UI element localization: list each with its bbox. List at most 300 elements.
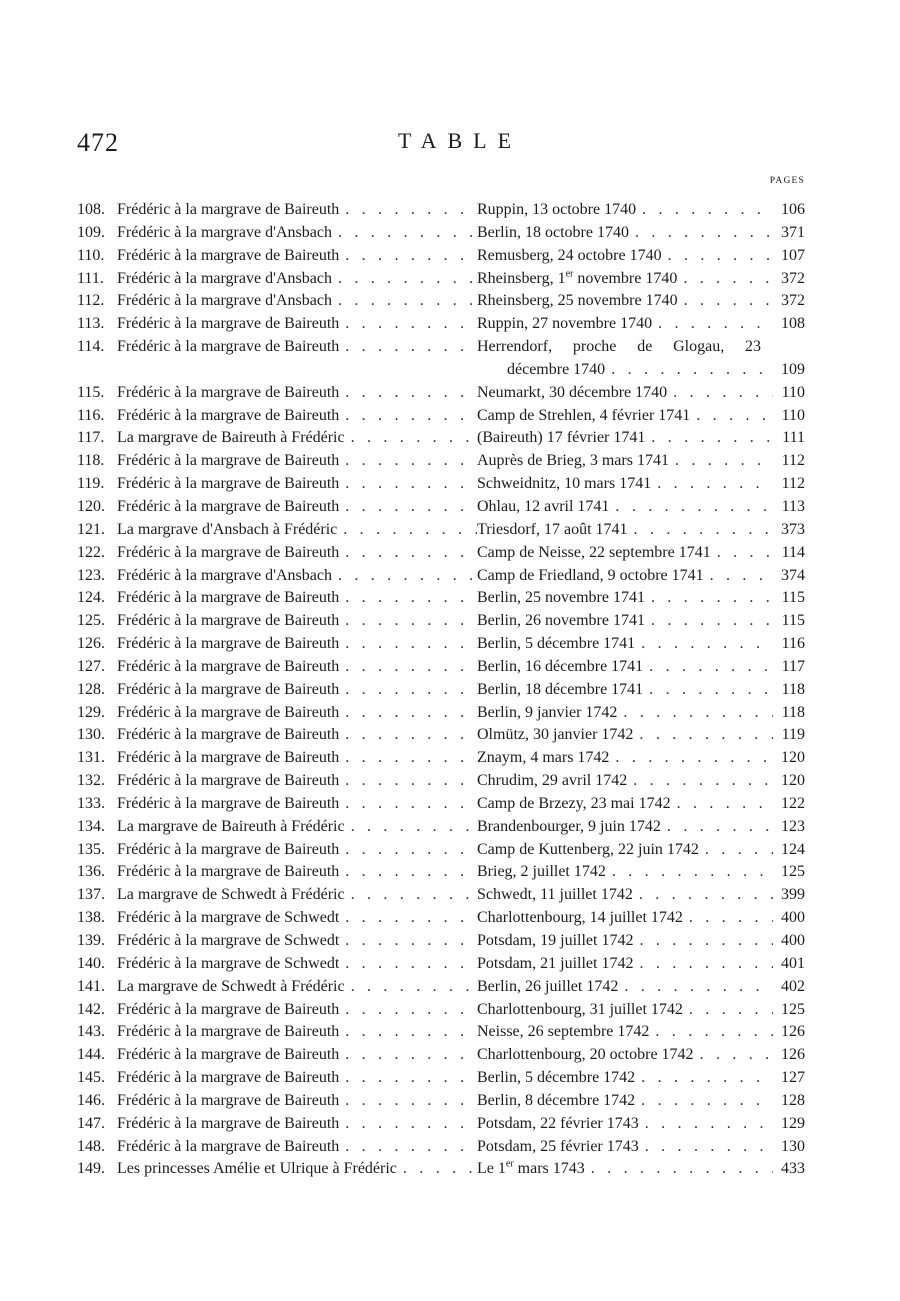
place-date-text bbox=[477, 702, 617, 725]
entry-number: 133. bbox=[77, 794, 105, 812]
correspondents-text: Frédéric à la margrave de Baireuth bbox=[117, 1137, 340, 1155]
entry-correspondents bbox=[117, 222, 477, 245]
correspondents-text: Frédéric à la margrave de Baireuth bbox=[117, 749, 340, 767]
entry-page-number: 108 bbox=[781, 315, 805, 333]
entry-place-date bbox=[477, 1113, 773, 1136]
entry-place-date bbox=[477, 313, 773, 336]
dot-leader bbox=[339, 793, 477, 816]
entry-correspondents bbox=[117, 1136, 477, 1159]
correspondents-text: Frédéric à la margrave d'Ansbach bbox=[117, 292, 332, 310]
ordinal-superscript: er bbox=[505, 1159, 514, 1171]
place-date-text bbox=[477, 816, 661, 839]
entry-correspondents bbox=[117, 565, 477, 588]
page-number: 472 bbox=[77, 128, 119, 157]
place-date-text bbox=[477, 542, 711, 565]
entry-number: 147. bbox=[77, 1114, 105, 1132]
toc-entry bbox=[77, 1090, 805, 1113]
correspondents-text: Frédéric à la margrave de Baireuth bbox=[117, 772, 340, 790]
entry-place-date bbox=[477, 724, 773, 747]
entry-page-number: 110 bbox=[781, 406, 805, 424]
entry-page-number: 373 bbox=[781, 520, 805, 538]
dot-leader bbox=[585, 1158, 773, 1181]
toc-entry bbox=[77, 702, 805, 725]
entry-page-number: 125 bbox=[781, 863, 805, 881]
place-date-text bbox=[477, 633, 635, 656]
dot-leader bbox=[339, 450, 477, 473]
dot-leader bbox=[339, 313, 477, 336]
dot-leader bbox=[339, 656, 477, 679]
toc-entry bbox=[77, 1067, 805, 1090]
entry-place-date bbox=[477, 405, 773, 428]
place-date-rest: novembre 1740 bbox=[573, 269, 678, 287]
dot-leader bbox=[667, 382, 773, 405]
dot-leader bbox=[605, 359, 773, 382]
entry-place-date bbox=[477, 747, 773, 770]
place-date-main: Potsdam, 21 juillet 1742 bbox=[477, 954, 634, 972]
toc-entry bbox=[77, 1021, 805, 1044]
entry-place-date bbox=[477, 473, 773, 496]
place-date-main: Camp de Neisse, 22 septembre 1741 bbox=[477, 543, 711, 561]
entry-number: 127. bbox=[77, 657, 105, 675]
entry-place-date bbox=[477, 1158, 773, 1181]
entry-correspondents bbox=[117, 747, 477, 770]
entry-number: 114. bbox=[77, 338, 105, 356]
toc-entry bbox=[77, 816, 805, 839]
place-date-text bbox=[477, 1113, 639, 1136]
entry-correspondents bbox=[117, 861, 477, 884]
place-date-main: Berlin, 18 octobre 1740 bbox=[477, 223, 629, 241]
entry-place-date bbox=[477, 519, 773, 542]
place-date-text bbox=[477, 473, 651, 496]
dot-leader bbox=[633, 930, 773, 953]
entry-number: 111. bbox=[77, 269, 104, 287]
pages-column-header: PAGES bbox=[769, 176, 805, 186]
place-date-text bbox=[477, 222, 629, 245]
entry-page-number: 401 bbox=[781, 954, 805, 972]
entry-place-date bbox=[477, 793, 773, 816]
dot-leader bbox=[339, 839, 477, 862]
dot-leader bbox=[635, 1067, 773, 1090]
place-date-text bbox=[477, 587, 645, 610]
entry-number: 130. bbox=[77, 726, 105, 744]
entry-correspondents bbox=[117, 633, 477, 656]
toc-entry bbox=[77, 1136, 805, 1159]
entry-number: 128. bbox=[77, 680, 105, 698]
dot-leader bbox=[643, 656, 773, 679]
entry-page-number: 374 bbox=[781, 566, 805, 584]
entry-correspondents bbox=[117, 976, 477, 999]
place-date-text bbox=[477, 1044, 694, 1067]
dot-leader bbox=[339, 382, 477, 405]
entry-correspondents bbox=[117, 245, 477, 268]
place-date-main: Neisse, 26 septembre 1742 bbox=[477, 1023, 650, 1041]
correspondents-text: Frédéric à la margrave de Baireuth bbox=[117, 703, 340, 721]
place-date-main: Rheinsberg, 1 bbox=[477, 269, 566, 287]
dot-leader bbox=[606, 861, 773, 884]
dot-leader bbox=[345, 427, 477, 450]
dot-leader bbox=[332, 565, 477, 588]
dot-leader bbox=[339, 245, 477, 268]
dot-leader bbox=[332, 290, 477, 313]
place-date-text bbox=[477, 953, 633, 976]
toc-entry bbox=[77, 222, 805, 245]
entry-number: 137. bbox=[77, 886, 105, 904]
toc-entry bbox=[77, 884, 805, 907]
correspondents-text: Frédéric à la margrave de Baireuth bbox=[117, 406, 340, 424]
dot-leader bbox=[345, 884, 477, 907]
place-date-text bbox=[477, 245, 662, 268]
dot-leader bbox=[678, 290, 773, 313]
entry-page-number: 107 bbox=[781, 246, 805, 264]
toc-entry bbox=[77, 450, 805, 473]
entry-number: 109. bbox=[77, 223, 105, 241]
place-date-main: Schweidnitz, 10 mars 1741 bbox=[477, 475, 652, 493]
correspondents-text: Frédéric à la margrave de Baireuth bbox=[117, 1114, 340, 1132]
toc-entry bbox=[77, 770, 805, 793]
dot-leader bbox=[339, 1021, 477, 1044]
entry-correspondents bbox=[117, 1113, 477, 1136]
dot-leader bbox=[636, 199, 773, 222]
entry-page-number: 119 bbox=[781, 726, 805, 744]
entry-place-date bbox=[477, 268, 773, 291]
entry-correspondents bbox=[117, 1044, 477, 1067]
entry-place-date bbox=[477, 907, 773, 930]
toc-entry bbox=[77, 427, 805, 450]
dot-leader bbox=[617, 702, 773, 725]
place-date-text bbox=[477, 199, 636, 222]
entry-correspondents bbox=[117, 199, 477, 222]
place-date-main: Chrudim, 29 avril 1742 bbox=[477, 772, 628, 790]
entry-number: 122. bbox=[77, 543, 105, 561]
entry-number: 144. bbox=[77, 1046, 105, 1064]
place-date-text bbox=[477, 747, 609, 770]
entry-place-date bbox=[477, 542, 773, 565]
entry-place-date bbox=[477, 679, 773, 702]
entry-page-number: 400 bbox=[781, 909, 805, 927]
toc-entry bbox=[77, 405, 805, 428]
entry-number: 125. bbox=[77, 612, 105, 630]
table-of-contents bbox=[77, 199, 805, 1181]
entry-correspondents bbox=[117, 587, 477, 610]
dot-leader bbox=[635, 633, 773, 656]
entry-number: 145. bbox=[77, 1069, 105, 1087]
entry-correspondents bbox=[117, 1067, 477, 1090]
correspondents-text: La margrave de Baireuth à Frédéric bbox=[117, 429, 345, 447]
entry-place-date bbox=[477, 953, 773, 976]
toc-entry bbox=[77, 679, 805, 702]
dot-leader bbox=[649, 1021, 773, 1044]
entry-correspondents bbox=[117, 405, 477, 428]
dot-leader bbox=[694, 1044, 773, 1067]
dot-leader bbox=[704, 565, 773, 588]
place-date-text bbox=[477, 268, 677, 291]
entry-correspondents bbox=[117, 999, 477, 1022]
toc-entry bbox=[77, 1158, 805, 1181]
dot-leader bbox=[339, 473, 477, 496]
place-date-main: Charlottenbourg, 31 juillet 1742 bbox=[477, 1000, 683, 1018]
dot-leader bbox=[337, 519, 477, 542]
toc-entry bbox=[77, 930, 805, 953]
place-date-text bbox=[477, 565, 704, 588]
toc-entry bbox=[77, 565, 805, 588]
entry-number: 123. bbox=[77, 566, 105, 584]
entry-place-date bbox=[477, 587, 773, 610]
correspondents-text: Frédéric à la margrave de Baireuth bbox=[117, 840, 340, 858]
entry-number: 132. bbox=[77, 772, 105, 790]
correspondents-text: Frédéric à la margrave de Baireuth bbox=[117, 338, 340, 356]
entry-number: 138. bbox=[77, 909, 105, 927]
entry-number: 142. bbox=[77, 1000, 105, 1018]
dot-leader bbox=[339, 496, 477, 519]
entry-place-date bbox=[477, 884, 773, 907]
ordinal-superscript: er bbox=[565, 268, 574, 280]
place-date-line-1: Herrendorf, proche de Glogau, 23 bbox=[477, 338, 761, 356]
entry-number: 140. bbox=[77, 954, 105, 972]
place-date-text bbox=[477, 839, 699, 862]
correspondents-text: Frédéric à la margrave de Baireuth bbox=[117, 1046, 340, 1064]
place-date-text bbox=[477, 1158, 585, 1181]
entry-correspondents bbox=[117, 793, 477, 816]
dot-leader bbox=[618, 976, 773, 999]
toc-entry bbox=[77, 473, 805, 496]
entry-page-number: 118 bbox=[781, 680, 805, 698]
toc-entry bbox=[77, 542, 805, 565]
entry-correspondents bbox=[117, 473, 477, 496]
place-date-main: Schwedt, 11 juillet 1742 bbox=[477, 886, 633, 904]
entry-page-number: 128 bbox=[781, 1091, 805, 1109]
dot-leader bbox=[339, 702, 477, 725]
entry-page-number: 372 bbox=[781, 292, 805, 310]
entry-place-date bbox=[477, 450, 773, 473]
entry-place-date bbox=[477, 1021, 773, 1044]
entry-number: 112. bbox=[77, 292, 105, 310]
entry-number: 135. bbox=[77, 840, 105, 858]
entry-number: 117. bbox=[77, 429, 105, 447]
entry-page-number: 110 bbox=[781, 383, 805, 401]
dot-leader bbox=[609, 496, 773, 519]
dot-leader bbox=[645, 587, 773, 610]
entry-number: 149. bbox=[77, 1160, 105, 1178]
entry-correspondents bbox=[117, 702, 477, 725]
toc-entry bbox=[77, 999, 805, 1022]
dot-leader bbox=[339, 999, 477, 1022]
place-date-main: décembre 1740 bbox=[507, 360, 606, 378]
entry-correspondents bbox=[117, 290, 477, 313]
correspondents-text: Frédéric à la margrave de Schwedt bbox=[117, 932, 340, 949]
entry-page-number: 109 bbox=[781, 360, 805, 378]
entry-place-date bbox=[477, 770, 773, 793]
entry-number: 136. bbox=[77, 863, 105, 881]
correspondents-text: Frédéric à la margrave de Baireuth bbox=[117, 657, 340, 675]
toc-entry bbox=[77, 587, 805, 610]
place-date-text bbox=[477, 519, 628, 542]
entry-page-number: 372 bbox=[781, 269, 805, 287]
entry-page-number: 116 bbox=[781, 635, 805, 653]
place-date-rest: mars 1743 bbox=[513, 1160, 585, 1178]
toc-entry bbox=[77, 839, 805, 862]
entry-place-date bbox=[477, 496, 773, 519]
place-date-text bbox=[477, 679, 643, 702]
correspondents-text: Frédéric à la margrave de Baireuth bbox=[117, 726, 340, 744]
place-date-main: Berlin, 5 décembre 1741 bbox=[477, 635, 636, 653]
toc-entry bbox=[77, 976, 805, 999]
place-date-text bbox=[477, 1136, 639, 1159]
place-date-main: Berlin, 9 janvier 1742 bbox=[477, 703, 618, 721]
place-date-text bbox=[477, 656, 643, 679]
place-date-main: Remusberg, 24 octobre 1740 bbox=[477, 246, 662, 264]
correspondents-text: Frédéric à la margrave de Baireuth bbox=[117, 543, 340, 561]
entry-page-number: 125 bbox=[781, 1000, 805, 1018]
place-date-main: (Baireuth) 17 février 1741 bbox=[477, 429, 646, 447]
entry-number: 141. bbox=[77, 977, 105, 995]
place-date-main: Ohlau, 12 avril 1741 bbox=[477, 497, 610, 515]
dot-leader bbox=[643, 679, 773, 702]
dot-leader bbox=[339, 724, 477, 747]
toc-entry bbox=[77, 861, 805, 884]
entry-place-date bbox=[477, 816, 773, 839]
entry-page-number: 402 bbox=[781, 977, 805, 995]
toc-entry bbox=[77, 610, 805, 633]
entry-page-number: 399 bbox=[781, 886, 805, 904]
dot-leader bbox=[633, 724, 773, 747]
entry-place-date bbox=[477, 1136, 773, 1159]
page-title: TABLE bbox=[397, 128, 523, 153]
entry-place-date bbox=[477, 1067, 773, 1090]
toc-entry bbox=[77, 747, 805, 770]
dot-leader bbox=[683, 907, 773, 930]
entry-page-number: 433 bbox=[781, 1160, 805, 1178]
correspondents-text: Frédéric à la margrave de Baireuth bbox=[117, 680, 340, 698]
entry-correspondents bbox=[117, 724, 477, 747]
dot-leader bbox=[690, 405, 773, 428]
correspondents-text: La margrave de Schwedt à Frédéric bbox=[117, 886, 345, 904]
entry-correspondents bbox=[117, 519, 477, 542]
dot-leader bbox=[629, 222, 773, 245]
entry-page-number: 129 bbox=[781, 1114, 805, 1132]
entry-page-number: 123 bbox=[781, 817, 805, 835]
dot-leader bbox=[633, 884, 773, 907]
entry-correspondents bbox=[117, 450, 477, 473]
entry-number: 143. bbox=[77, 1023, 105, 1041]
entry-place-date bbox=[477, 633, 773, 656]
dot-leader bbox=[345, 816, 477, 839]
entry-place-date bbox=[477, 336, 773, 382]
correspondents-text: La margrave d'Ansbach à Frédéric bbox=[117, 520, 338, 538]
place-date-text bbox=[477, 405, 690, 428]
place-date-text bbox=[477, 793, 671, 816]
correspondents-text: Frédéric à la margrave de Baireuth bbox=[117, 794, 340, 812]
correspondents-text: Frédéric à la margrave de Baireuth bbox=[117, 612, 340, 630]
correspondents-text: Frédéric à la margrave de Schwedt bbox=[117, 954, 340, 972]
toc-entry bbox=[77, 633, 805, 656]
place-date-text bbox=[477, 290, 678, 313]
place-date-main: Berlin, 26 juillet 1742 bbox=[477, 977, 619, 995]
place-date-text bbox=[477, 313, 652, 336]
place-date-text bbox=[477, 861, 606, 884]
entry-number: 116. bbox=[77, 406, 105, 424]
entry-page-number: 112 bbox=[781, 452, 805, 470]
entry-page-number: 400 bbox=[781, 932, 805, 949]
correspondents-text: Frédéric à la margrave d'Ansbach bbox=[117, 269, 332, 287]
entry-correspondents bbox=[117, 884, 477, 907]
entry-number: 121. bbox=[77, 520, 105, 538]
entry-place-date bbox=[477, 382, 773, 405]
place-date-main: Berlin, 5 décembre 1742 bbox=[477, 1069, 636, 1087]
toc-entry bbox=[77, 1113, 805, 1136]
correspondents-text: Frédéric à la margrave de Baireuth bbox=[117, 1091, 340, 1109]
entry-place-date bbox=[477, 222, 773, 245]
dot-leader bbox=[669, 450, 773, 473]
place-date-text bbox=[477, 724, 633, 747]
entry-correspondents bbox=[117, 930, 477, 953]
toc-entry bbox=[77, 199, 805, 222]
dot-leader bbox=[639, 1136, 773, 1159]
entry-correspondents bbox=[117, 907, 477, 930]
place-date-main: Berlin, 26 novembre 1741 bbox=[477, 612, 645, 630]
toc-entry bbox=[77, 336, 805, 382]
correspondents-text: Frédéric à la margrave de Schwedt bbox=[117, 909, 340, 927]
entry-page-number: 115 bbox=[781, 612, 805, 630]
dot-leader bbox=[332, 268, 477, 291]
entry-page-number: 112 bbox=[781, 475, 805, 493]
entry-page-number: 124 bbox=[781, 840, 805, 858]
dot-leader bbox=[339, 587, 477, 610]
place-date-main: Brandenbourger, 9 juin 1742 bbox=[477, 817, 661, 835]
toc-entry bbox=[77, 519, 805, 542]
entry-place-date bbox=[477, 930, 773, 953]
correspondents-text: Frédéric à la margrave de Baireuth bbox=[117, 1000, 340, 1018]
place-date-main: Berlin, 25 novembre 1741 bbox=[477, 589, 645, 607]
entry-place-date bbox=[477, 290, 773, 313]
entry-correspondents bbox=[117, 427, 477, 450]
entry-number: 131. bbox=[77, 749, 105, 767]
dot-leader bbox=[339, 930, 477, 953]
dot-leader bbox=[339, 953, 477, 976]
place-date-text bbox=[477, 1021, 649, 1044]
dot-leader bbox=[339, 1067, 477, 1090]
entry-place-date bbox=[477, 976, 773, 999]
entry-number: 120. bbox=[77, 497, 105, 515]
entry-place-date bbox=[477, 861, 773, 884]
entry-correspondents bbox=[117, 953, 477, 976]
dot-leader bbox=[711, 542, 773, 565]
entry-page-number: 111 bbox=[782, 429, 805, 447]
dot-leader bbox=[652, 313, 773, 336]
entry-correspondents bbox=[117, 770, 477, 793]
entry-page-number: 127 bbox=[781, 1069, 805, 1087]
dot-leader bbox=[639, 1113, 773, 1136]
dot-leader bbox=[339, 633, 477, 656]
entry-number: 146. bbox=[77, 1091, 105, 1109]
place-date-main: Potsdam, 25 février 1743 bbox=[477, 1137, 639, 1155]
correspondents-text: Frédéric à la margrave de Baireuth bbox=[117, 452, 340, 470]
correspondents-text: La margrave de Schwedt à Frédéric bbox=[117, 977, 345, 995]
entry-place-date bbox=[477, 1090, 773, 1113]
entry-correspondents bbox=[117, 336, 477, 359]
place-date-text bbox=[477, 884, 633, 907]
place-date-main: Camp de Strehlen, 4 février 1741 bbox=[477, 406, 691, 424]
place-date-main: Auprès de Brieg, 3 mars 1741 bbox=[477, 452, 669, 470]
dot-leader bbox=[339, 907, 477, 930]
dot-leader bbox=[628, 519, 773, 542]
place-date-text bbox=[477, 999, 683, 1022]
place-date-main: Berlin, 18 décembre 1741 bbox=[477, 680, 644, 698]
entry-number: 118. bbox=[77, 452, 105, 470]
entry-page-number: 130 bbox=[781, 1137, 805, 1155]
correspondents-text: Frédéric à la margrave de Baireuth bbox=[117, 201, 340, 218]
dot-leader bbox=[662, 245, 773, 268]
dot-leader bbox=[683, 999, 773, 1022]
